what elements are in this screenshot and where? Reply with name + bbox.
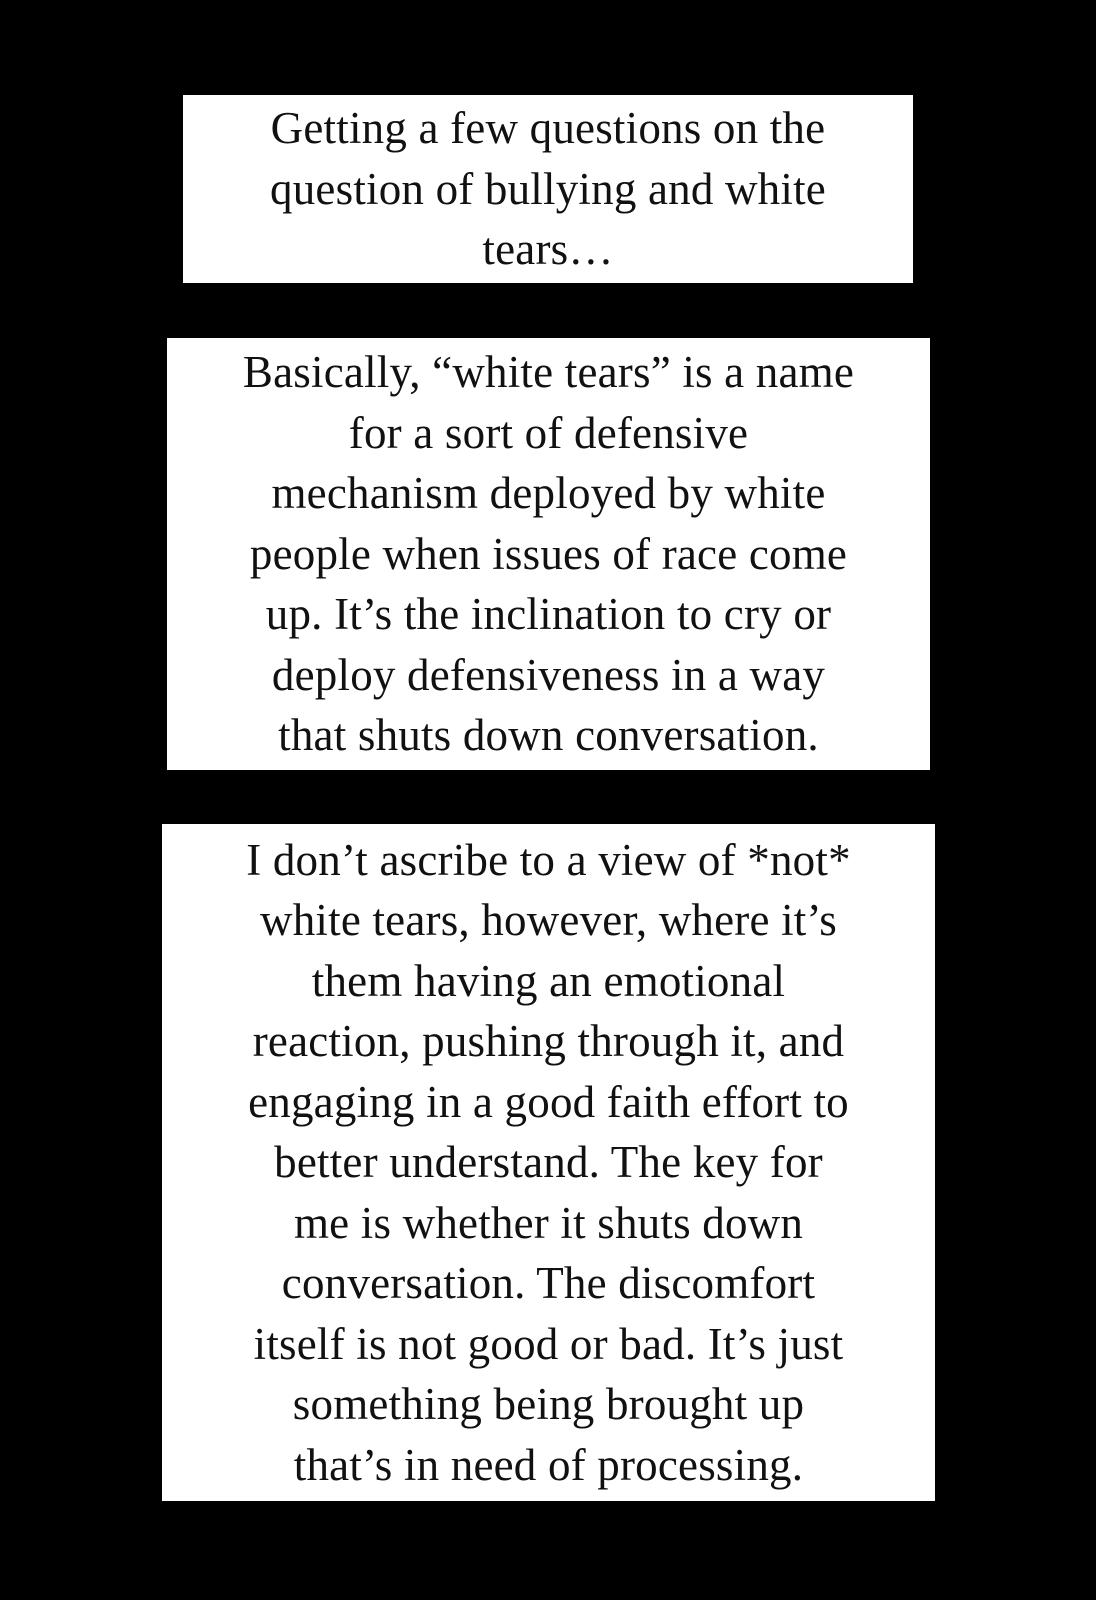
text-line: that’s in need of processing. xyxy=(293,1439,804,1490)
text-box-intro-text xyxy=(270,98,826,280)
text-line: reaction, pushing through it, and xyxy=(252,1016,845,1067)
text-line: Getting a few questions on the xyxy=(270,103,826,154)
text-line: me is whether it shuts down xyxy=(293,1197,804,1248)
text-line: something being brought up xyxy=(292,1379,805,1430)
text-box-definition-text xyxy=(243,342,854,766)
text-line: better understand. The key for xyxy=(274,1137,823,1188)
text-box-intro xyxy=(183,95,913,283)
text-line: tears… xyxy=(482,224,614,275)
text-box-opinion-text xyxy=(246,830,851,1496)
text-line: for a sort of defensive xyxy=(348,407,749,458)
text-line: conversation. The discomfort xyxy=(281,1258,816,1309)
text-line: up. It’s the inclination to cry or xyxy=(265,589,832,640)
text-line: white tears, however, where it’s xyxy=(260,895,837,946)
text-line: question of bullying and white xyxy=(270,163,826,214)
text-line: them having an emotional xyxy=(311,955,786,1006)
text-line: itself is not good or bad. It’s just xyxy=(253,1318,844,1369)
text-line: deploy defensiveness in a way xyxy=(271,649,826,700)
text-line: mechanism deployed by white xyxy=(271,468,826,519)
text-box-opinion xyxy=(162,824,935,1501)
text-line: that shuts down conversation. xyxy=(278,710,819,761)
text-line: engaging in a good faith effort to xyxy=(248,1076,849,1127)
text-line: people when issues of race come xyxy=(249,528,848,579)
text-box-definition xyxy=(167,338,930,770)
text-line: Basically, “white tears” is a name xyxy=(242,347,855,398)
text-line: I don’t ascribe to a view of *not* xyxy=(246,834,851,885)
